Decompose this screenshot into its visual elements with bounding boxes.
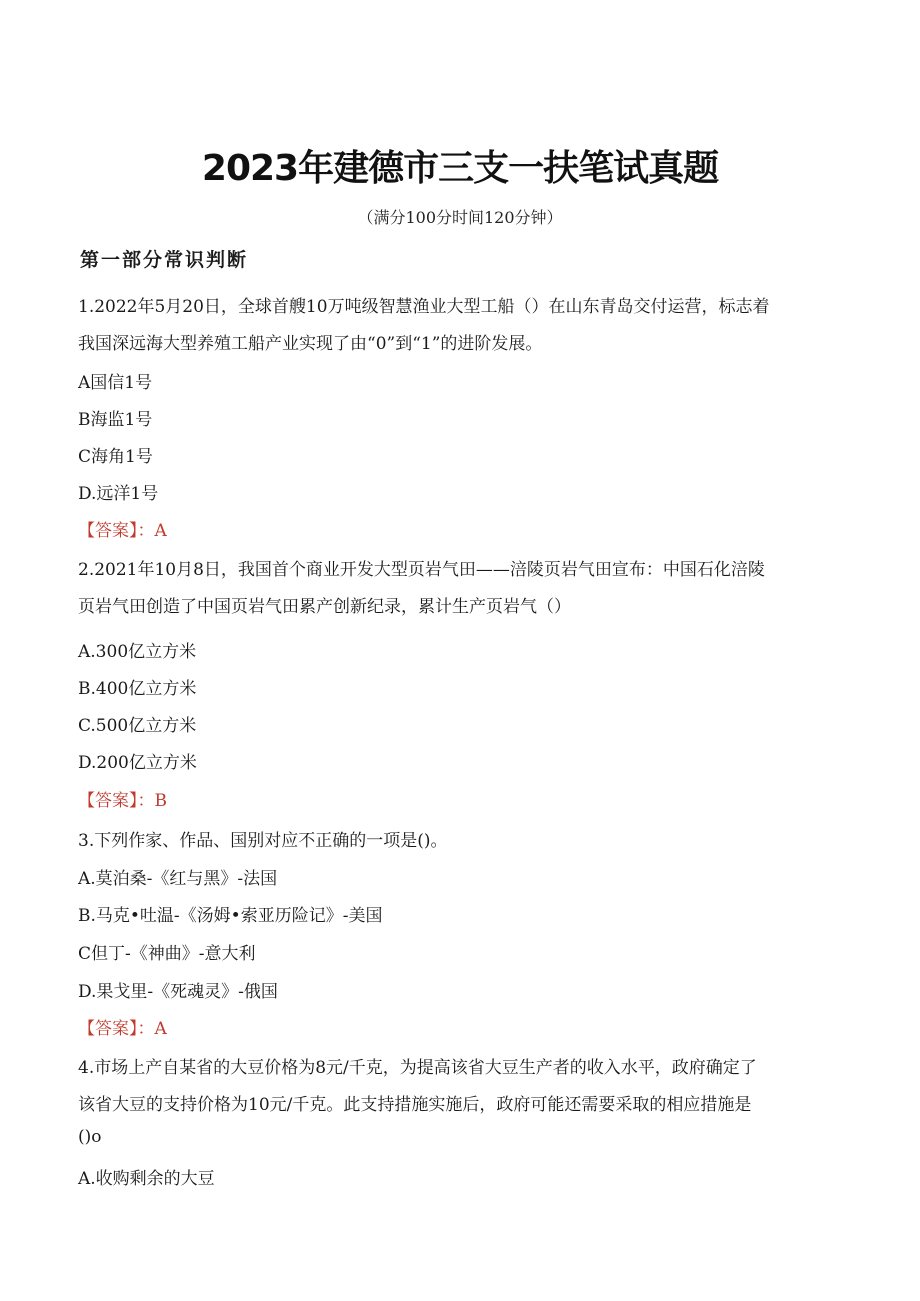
question-4-option-a: A.收购剩余的大豆 — [78, 1169, 215, 1189]
answer-value: ：A — [137, 1019, 167, 1039]
question-3-option-a: A.莫泊桑-《红与黑》-法国 — [78, 869, 278, 889]
question-4-text-cont2: ()o — [78, 1127, 102, 1147]
question-2-text: 2.2021年10月8日，我国首个商业开发大型页岩气田——涪陵页岩气田宣布：中国石化涪陵 — [78, 560, 765, 580]
question-1-option-c: C海角1号 — [78, 447, 153, 467]
question-1-text-cont: 我国深远海大型养殖工船产业实现了由“0”到“1”的进阶发展。 — [78, 334, 543, 354]
question-3-text: 3.下列作家、作品、国别对应不正确的一项是()。 — [78, 831, 448, 851]
question-1-option-d: D.远洋1号 — [78, 484, 159, 504]
question-1-text: 1.2022年5月20日，全球首艘10万吨级智慧渔业大型工船（）在山东青岛交付运营，标志着 — [78, 297, 770, 317]
question-1-answer — [78, 516, 167, 541]
question-2-option-a: A.300亿立方米 — [78, 642, 197, 662]
answer-tag: 【答案】 — [78, 521, 138, 541]
question-4-text: 4.市场上产自某省的大豆价格为8元/千克，为提高该省大豆生产者的收入水平，政府确定了 — [78, 1058, 757, 1078]
question-3-option-d: D.果戈里-《死魂灵》-俄国 — [78, 982, 278, 1002]
answer-tag: 【答案】 — [78, 1019, 138, 1039]
page-title: 2023年建德市三支一扶笔试真题 — [201, 148, 719, 189]
question-2-answer — [78, 786, 167, 811]
question-2-text-cont: 页岩气田创造了中国页岩气田累产创新纪录，累计生产页岩气（） — [78, 597, 571, 617]
answer-value: ：B — [137, 791, 167, 811]
question-2-option-b: B.400亿立方米 — [78, 679, 197, 699]
answer-tag: 【答案】 — [78, 791, 138, 811]
page-subtitle: （满分100分时间120分钟） — [357, 208, 563, 227]
question-3-option-c: C但丁-《神曲》-意大利 — [78, 944, 256, 964]
section-heading: 第一部分常识判断 — [80, 249, 249, 271]
question-1-option-a: A国信1号 — [78, 373, 153, 393]
question-3-answer — [78, 1014, 167, 1039]
question-2-option-c: C.500亿立方米 — [78, 716, 197, 736]
answer-value: ：A — [137, 521, 167, 541]
question-3-option-b: B.马克•吐温-《汤姆•索亚历险记》-美国 — [78, 906, 383, 926]
question-1-option-b: B海监1号 — [78, 410, 153, 430]
question-4-text-cont: 该省大豆的支持价格为10元/千克。此支持措施实施后，政府可能还需要采取的相应措施是 — [78, 1095, 752, 1115]
question-2-option-d: D.200亿立方米 — [78, 753, 197, 773]
